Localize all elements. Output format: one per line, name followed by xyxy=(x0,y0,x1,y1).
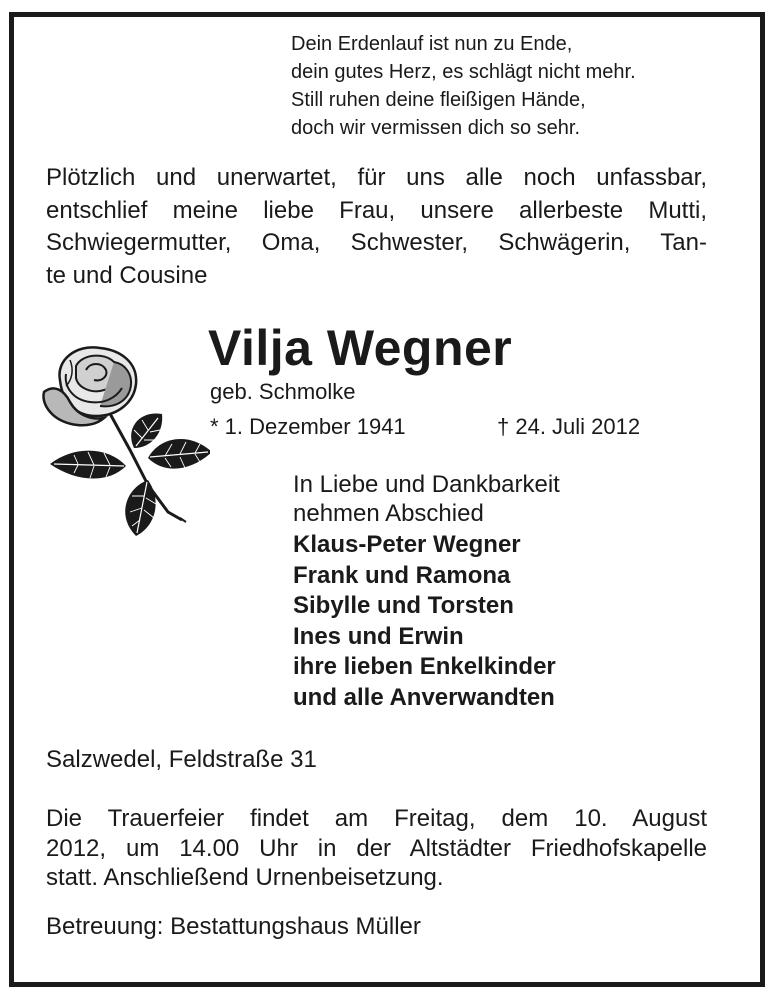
announcement-line: Plötzlich und unerwartet, für uns alle noch unfassbar, xyxy=(46,164,707,191)
address: Salzwedel, Feldstraße 31 xyxy=(46,746,317,773)
mourner-name: Sibylle und Torsten xyxy=(293,592,514,619)
announcement-line: Schwiegermutter, Oma, Schwester, Schwägerin, Tan- xyxy=(46,229,707,256)
death-date: † 24. Juli 2012 xyxy=(497,414,641,439)
farewell-line: In Liebe und Dankbarkeit xyxy=(293,471,560,498)
memorial-poem xyxy=(291,30,636,142)
service-line: statt. Anschließend Urnenbeisetzung. xyxy=(46,864,444,891)
birth-date: * 1. Dezember 1941 xyxy=(210,414,406,439)
farewell-line: nehmen Abschied xyxy=(293,500,484,527)
maiden-name: geb. Schmolke xyxy=(210,379,356,404)
announcement-text xyxy=(46,162,707,292)
mourners-list xyxy=(293,530,556,713)
poem-line: Dein Erdenlauf ist nun zu Ende, xyxy=(291,33,573,55)
deceased-name: Vilja Wegner xyxy=(208,320,513,376)
poem-line: dein gutes Herz, es schlägt nicht mehr. xyxy=(291,61,636,83)
mourner-name: und alle Anverwandten xyxy=(293,683,555,711)
announcement-line: entschlief meine liebe Frau, unsere allerbeste Mutti, xyxy=(46,196,707,224)
poem-line: Still ruhen deine fleißigen Hände, xyxy=(291,89,586,111)
service-line: 2012, um 14.00 Uhr in der Altstädter Friedhofskapelle xyxy=(46,834,707,862)
mourner-name: Ines und Erwin xyxy=(293,622,464,650)
farewell-text xyxy=(293,470,560,528)
undertaker-info: Betreuung: Bestattungshaus Müller xyxy=(46,913,421,940)
service-line: Die Trauerfeier findet am Freitag, dem 10. August xyxy=(46,805,707,832)
rose-icon xyxy=(30,340,210,540)
announcement-line: te und Cousine xyxy=(46,261,208,289)
mourner-name: Frank und Ramona xyxy=(293,561,511,589)
mourner-name: Klaus-Peter Wegner xyxy=(293,531,521,558)
funeral-service-info xyxy=(46,804,707,893)
poem-line: doch wir vermissen dich so sehr. xyxy=(291,117,581,139)
mourner-name: ihre lieben Enkelkinder xyxy=(293,653,556,680)
